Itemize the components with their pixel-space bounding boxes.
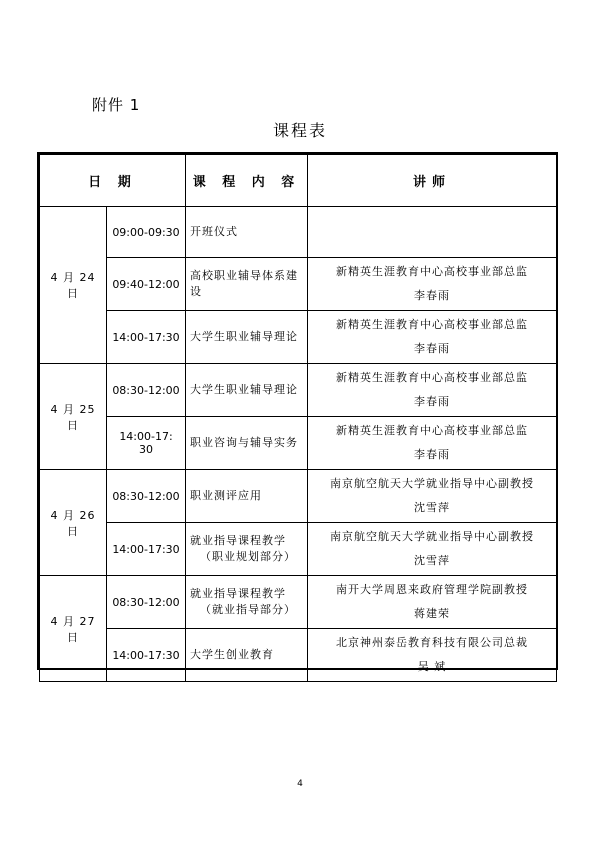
- course-line: 大学生职业辅导理论: [190, 330, 298, 343]
- lecturer-title: 南开大学周恩来政府管理学院副教授: [336, 583, 528, 596]
- lecturer-cell: [308, 311, 557, 364]
- course-cell: [186, 364, 308, 417]
- page-title: 课程表: [272, 121, 327, 140]
- lecturer-name: 沈雪萍: [414, 554, 450, 567]
- date-cell: 4 月 26 日: [40, 470, 107, 576]
- course-line: 职业咨询与辅导实务: [190, 436, 298, 449]
- lecturer-cell: [308, 470, 557, 523]
- annex-label: 附件 1: [92, 96, 141, 114]
- page-number: 4: [297, 779, 303, 789]
- course-line: （就业指导部分）: [200, 603, 296, 616]
- course-cell: [186, 629, 308, 682]
- header-course: 课 程 内 容: [186, 155, 308, 207]
- course-cell: [186, 523, 308, 576]
- time-cell: 14:00-17:30: [107, 523, 186, 576]
- lecturer-cell: [308, 417, 557, 470]
- table-row: [40, 311, 557, 364]
- lecturer-name: 吴 斌: [417, 660, 447, 673]
- lecturer-title: 新精英生涯教育中心高校事业部总监: [336, 265, 528, 278]
- time-cell: 09:00-09:30: [107, 207, 186, 258]
- lecturer-name: 李春雨: [414, 289, 450, 302]
- header-date: 日 期: [40, 155, 186, 207]
- lecturer-title: 南京航空航天大学就业指导中心副教授: [330, 477, 534, 490]
- lecturer-name: 蒋建荣: [414, 607, 450, 620]
- table-row: [40, 576, 557, 629]
- lecturer-cell: [308, 629, 557, 682]
- date-cell: 4 月 24 日: [40, 207, 107, 364]
- course-line: 就业指导课程教学: [190, 587, 286, 600]
- time-cell: 14:00-17:30: [107, 629, 186, 682]
- time-cell: 14:00-17: 30: [107, 417, 186, 470]
- course-line: 高校职业辅导体系建: [190, 269, 298, 282]
- course-cell: [186, 417, 308, 470]
- lecturer-name: 沈雪萍: [414, 501, 450, 514]
- course-cell: [186, 258, 308, 311]
- table-row: [40, 207, 557, 258]
- lecturer-title: 新精英生涯教育中心高校事业部总监: [336, 318, 528, 331]
- table-row: [40, 523, 557, 576]
- time-cell: 08:30-12:00: [107, 364, 186, 417]
- course-line: （职业规划部分）: [200, 550, 296, 563]
- lecturer-cell: [308, 207, 557, 258]
- lecturer-cell: [308, 576, 557, 629]
- course-cell: [186, 576, 308, 629]
- course-line: 大学生职业辅导理论: [190, 383, 298, 396]
- schedule-table: [39, 154, 557, 682]
- course-line: 大学生创业教育: [190, 648, 274, 661]
- lecturer-title: 北京神州泰岳教育科技有限公司总裁: [336, 636, 528, 649]
- table-row: [40, 470, 557, 523]
- lecturer-name: 李春雨: [414, 395, 450, 408]
- lecturer-cell: [308, 258, 557, 311]
- time-cell: 09:40-12:00: [107, 258, 186, 311]
- lecturer-title: 新精英生涯教育中心高校事业部总监: [336, 371, 528, 384]
- course-line: 开班仪式: [190, 225, 238, 238]
- time-cell: 14:00-17:30: [107, 311, 186, 364]
- lecturer-cell: [308, 523, 557, 576]
- table-header-row: [40, 155, 557, 207]
- lecturer-title: 新精英生涯教育中心高校事业部总监: [336, 424, 528, 437]
- course-cell: [186, 311, 308, 364]
- course-line: 设: [190, 285, 202, 298]
- table-row: [40, 629, 557, 682]
- table-row: [40, 364, 557, 417]
- table-row: [40, 258, 557, 311]
- lecturer-title: 南京航空航天大学就业指导中心副教授: [330, 530, 534, 543]
- course-line: 职业测评应用: [190, 489, 262, 502]
- course-cell: [186, 207, 308, 258]
- course-cell: [186, 470, 308, 523]
- lecturer-name: 李春雨: [414, 448, 450, 461]
- table-row: [40, 417, 557, 470]
- time-cell: 08:30-12:00: [107, 576, 186, 629]
- lecturer-cell: [308, 364, 557, 417]
- course-line: 就业指导课程教学: [190, 534, 286, 547]
- date-cell: 4 月 27 日: [40, 576, 107, 682]
- header-lecturer: 讲师: [308, 155, 557, 207]
- date-cell: 4 月 25 日: [40, 364, 107, 470]
- lecturer-name: 李春雨: [414, 342, 450, 355]
- time-cell: 08:30-12:00: [107, 470, 186, 523]
